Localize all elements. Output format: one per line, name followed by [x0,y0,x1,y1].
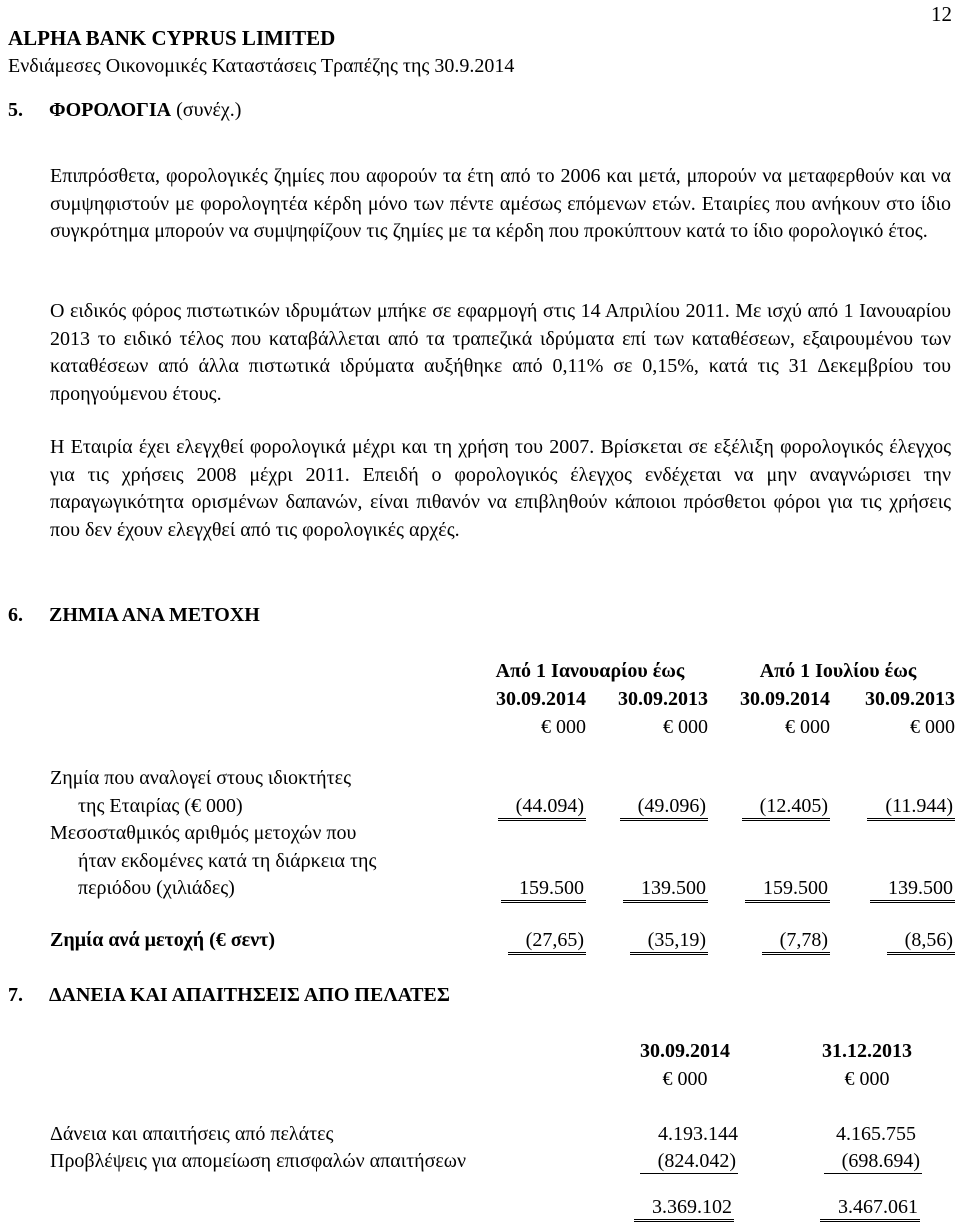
value-cell [834,877,955,903]
value-cell: 4.193.144 [658,1123,738,1145]
section-title-suffix: (συνέχ.) [176,99,242,121]
value-cell [712,929,830,955]
value-cell [468,877,586,903]
cell-value: (27,65) [508,929,586,955]
unit-label: € 000 [844,1068,890,1090]
total-cell [590,1196,734,1222]
section-title: ΦΟΡΟΛΟΓΙΑ [49,99,172,121]
value-cell [590,1150,738,1174]
column-header: 31.12.2013 [822,1040,912,1062]
value-cell [712,877,830,903]
column-header: 30.09.2013 [618,688,708,710]
cell-value: (824.042) [640,1150,738,1174]
cell-value: (44.094) [498,795,586,821]
total-cell [770,1196,920,1222]
cell-value: (11.944) [867,795,955,821]
row-label: Δάνεια και απαιτήσεις από πελάτες [50,1123,334,1145]
value-cell [590,795,708,821]
paragraph: Ο ειδικός φόρος πιστωτικών ιδρυμάτων μπήκε σε εφαρμογή στις 14 Απριλίου 2011. Με ισχύ από 1 Ιανουαρίου 2013 το ειδικό τέλος που καταβάλλεται από τα τραπεζικά ιδρύματα επί των καταθέσεων, εξαιρουμένου των καταθέσεων από άλλα πιστωτικά ιδρύματα αυξήθηκε από 0,11% σε 0,15%, κατά τις 31 Δεκεμβρίου του προηγούμενου έτους. [50,300,951,405]
cell-value: (12.405) [742,795,830,821]
unit-label: € 000 [541,716,586,738]
cell-value: (49.096) [620,795,708,821]
cell-value: 159.500 [745,877,830,903]
row-label: Μεσοσταθμικός αριθμός μετοχών που [50,822,357,844]
column-header: 30.09.2014 [496,688,586,710]
cell-value: 139.500 [870,877,955,903]
section-number: 7. [8,984,23,1006]
cell-value: (698.694) [824,1150,922,1174]
company-name: ALPHA BANK CYPRUS LIMITED [8,26,336,50]
section-number: 5. [8,99,23,121]
value-cell: 4.165.755 [836,1123,916,1145]
page-number: 12 [931,2,952,26]
section-7-heading [8,984,450,1007]
total-value: 3.369.102 [634,1196,734,1222]
section-title: ΖΗΜΙΑ ΑΝΑ ΜΕΤΟΧΗ [49,604,260,626]
value-cell [590,877,708,903]
column-group-header: Από 1 Ιανουαρίου έως [495,660,685,682]
column-header: 30.09.2014 [740,688,830,710]
cell-value: (7,78) [762,929,830,955]
section-number: 6. [8,604,23,626]
column-header: 30.09.2013 [865,688,955,710]
row-label: της Εταιρίας (€ 000) [78,795,243,817]
section-6-heading [8,604,260,627]
paragraph: Επιπρόσθετα, φορολογικές ζημίες που αφορούν τα έτη από το 2006 και μετά, μπορούν να μεταφερθούν και να συμψηφιστούν με φορολογητέα κέρδη μόνο των πέντε αμέσως επόμενων ετών. Εταιρίες που ανήκουν στο ίδιο συγκρότημα μπορούν να συμψηφίζουν τις ζημίες με τα κέρδη που προκύπτουν κατά το ίδιο φορολογικό έτος. [50,165,951,243]
cell-value: (8,56) [887,929,955,955]
unit-label: € 000 [910,716,955,738]
value-cell [468,929,586,955]
value-cell [834,929,955,955]
cell-value: 139.500 [623,877,708,903]
value-cell [770,1150,922,1174]
column-group-header: Από 1 Ιουλίου έως [759,660,917,682]
paragraph: Η Εταιρία έχει ελεγχθεί φορολογικά μέχρι και τη χρήση του 2007. Βρίσκεται σε εξέλιξη φορολογικός έλεγχος για τις χρήσεις 2008 μέχρι 2011. Επειδή ο φορολογικός έλεγχος ενδέχεται να μην αναγνώρισει την παραγωγικότητα ορισμένων δαπανών, είναι πιθανόν να επιβληθούν κάποιοι πρόσθετοι φόροι για τις χρήσεις που δεν έχουν ελεγχθεί από τις φορολογικές αρχές. [50,436,951,541]
row-label: ήταν εκδομένες κατά τη διάρκεια της [78,850,377,872]
row-label: περιόδου (χιλιάδες) [78,877,235,899]
unit-label: € 000 [785,716,830,738]
value-cell [468,795,586,821]
cell-value: 159.500 [501,877,586,903]
document-subtitle: Ενδιάμεσες Οικονομικές Καταστάσεις Τραπέζης της 30.9.2014 [8,55,515,77]
section-5-heading [8,99,241,122]
row-label: Ζημία ανά μετοχή (€ σεντ) [50,929,276,951]
row-label: Ζημία που αναλογεί στους ιδιοκτήτες [50,767,351,789]
column-header: 30.09.2014 [640,1040,730,1062]
section-title: ΔΑΝΕΙΑ ΚΑΙ ΑΠΑΙΤΗΣΕΙΣ ΑΠΟ ΠΕΛΑΤΕΣ [49,984,450,1006]
unit-label: € 000 [662,1068,708,1090]
unit-label: € 000 [663,716,708,738]
total-value: 3.467.061 [820,1196,920,1222]
cell-value: (35,19) [630,929,708,955]
value-cell [590,929,708,955]
row-label: Προβλέψεις για απομείωση επισφαλών απαιτήσεων [50,1150,466,1172]
value-cell [834,795,955,821]
value-cell [712,795,830,821]
